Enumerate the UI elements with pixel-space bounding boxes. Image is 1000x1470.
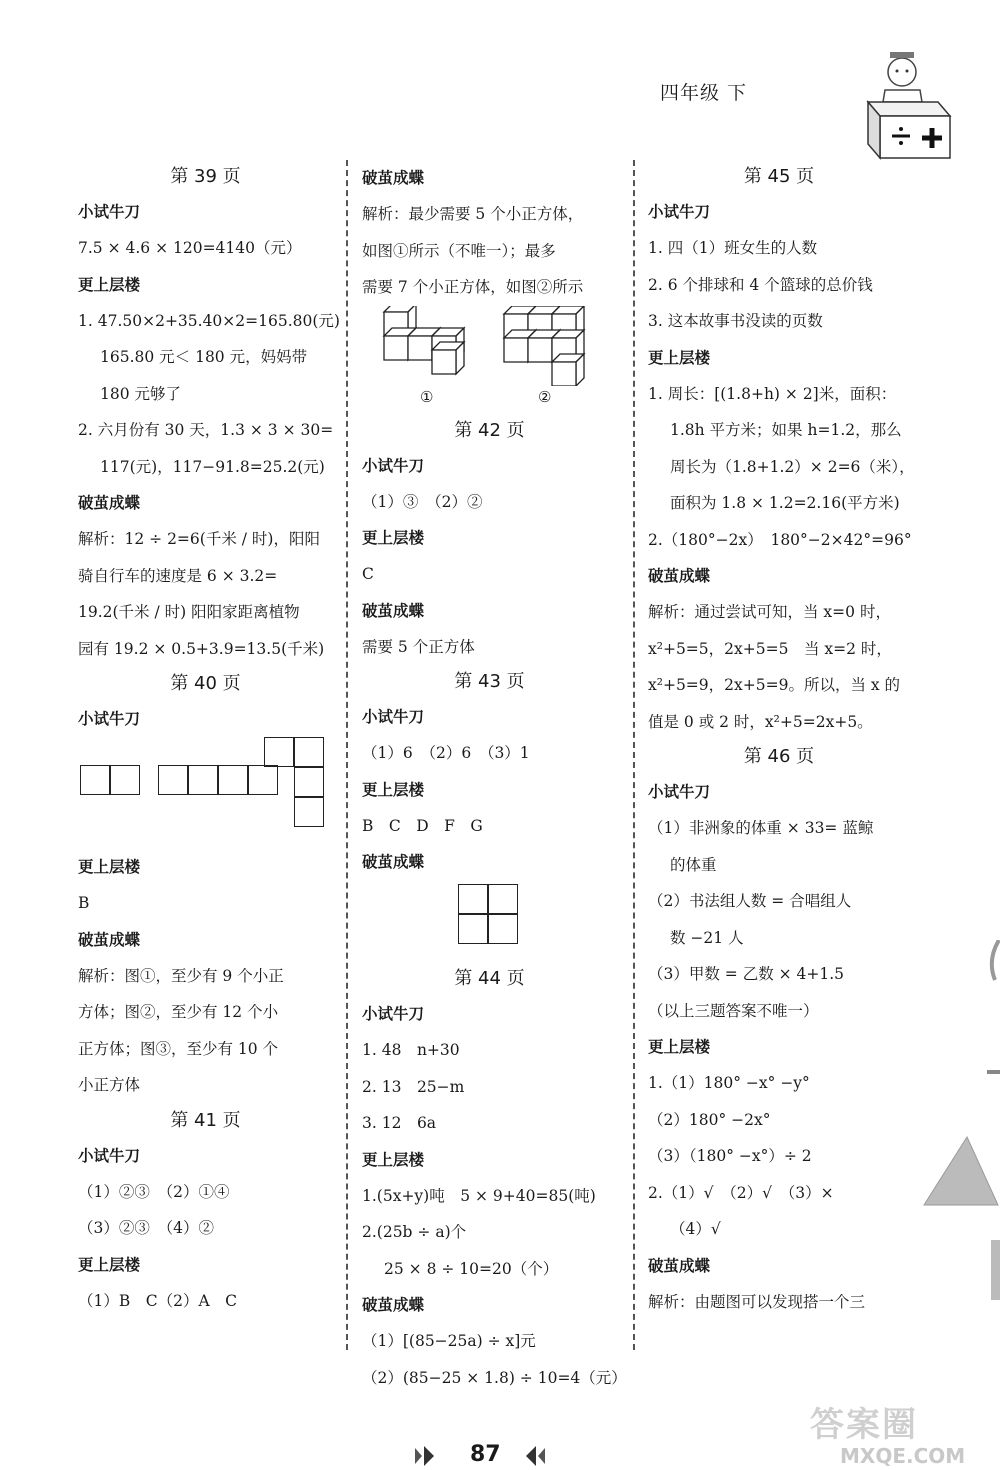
grid-square [458,914,488,944]
answer-line: 需要 5 个正方体 [362,637,475,656]
answer-line: 骑自行车的速度是 6 × 3.2= [78,566,278,585]
answer-line: 1.（1）180° −x° −y° [648,1074,810,1092]
grade-header: 四年级 下 [660,82,748,104]
page-section-title: 第 46 页 [743,746,815,767]
answer-line: 方体；图②，至少有 12 个小 [78,1003,279,1021]
answer-line: （1）[(85−25a) ÷ x]元 [362,1332,536,1350]
mascot-cube-icon [840,40,960,165]
section-heading: 更上层楼 [78,275,141,294]
answer-line: （2）书法组人数 = 合唱组人 [648,892,852,910]
section-heading: 小试牛刀 [78,1146,141,1165]
section-heading: 更上层楼 [78,858,141,876]
answer-column-3 [648,160,915,1350]
answer-line: 解析：由题图可以发现搭一个三 [648,1292,866,1311]
grid-square [458,884,488,914]
grid-square [218,765,248,795]
answer-line: （4）√ [670,1220,721,1238]
section-heading: 破茧成蝶 [648,1256,711,1275]
watermark [810,1405,1000,1468]
cube-stack-svg [362,306,612,386]
section-heading: 破茧成蝶 [78,494,141,512]
answer-line: 7.5 × 4.6 × 120=4140（元） [78,239,302,257]
section-heading: 小试牛刀 [362,1005,425,1023]
grid-square [488,884,518,914]
net-diagrams [78,737,333,849]
section-heading: 小试牛刀 [362,708,425,726]
section-heading: 破茧成蝶 [362,853,425,871]
answer-line: 园有 19.2 × 0.5+3.9=13.5(千米) [78,639,325,658]
answer-column-1 [78,160,340,1350]
page-section-title: 第 41 页 [170,1109,241,1131]
answer-line: （以上三题答案不唯一） [648,1001,819,1020]
section-heading: 小试牛刀 [648,203,711,221]
answer-line: 3. 这本故事书没读的页数 [648,312,823,330]
column-divider [633,160,635,1350]
section-heading: 更上层楼 [78,1255,141,1274]
answer-line: 值是 0 或 2 时，x²+5=2x+5。 [648,712,873,731]
answer-line: 小正方体 [78,1076,141,1094]
section-heading: 更上层楼 [648,1038,711,1056]
answer-line: 1.8h 平方米；如果 h=1.2，那么 [670,421,902,439]
answer-line: 的体重 [670,855,717,874]
cube-shape [432,342,464,374]
answer-line: 1. 周长：[(1.8+h) × 2]米，面积： [648,384,897,403]
page-section-title: 第 44 页 [454,968,525,989]
cube-shape [552,354,584,386]
answer-line: 正方体；图③，至少有 10 个 [78,1039,279,1058]
answer-line: x²+5=5，2x+5=5 当 x=2 时， [648,639,892,658]
view-diagram [362,880,617,962]
grid-square [264,737,294,767]
answer-line: 25 × 8 ÷ 10=20（个） [384,1259,559,1278]
answer-line: （1）B C（2）A C [78,1291,238,1310]
decorative-edge-icon [985,940,1000,1320]
grid-square [188,765,218,795]
answer-line: 如图①所示（不唯一）；最多 [362,241,556,260]
answer-line: （3）甲数 = 乙数 × 4+1.5 [648,965,845,983]
grid-square [80,765,110,795]
answer-line: 165.80 元＜ 180 元，妈妈带 [100,348,308,366]
answer-line: 需要 7 个小正方体，如图②所示 [362,278,584,296]
answer-line: （2）(85−25 × 1.8) ÷ 10=4（元） [362,1368,627,1387]
watermark-url: MXQE.COM [840,1444,966,1468]
answer-line: 周长为（1.8+1.2）× 2=6（米）， [670,457,915,476]
answer-line: C [362,565,374,583]
page-section-title: 第 39 页 [170,166,241,187]
section-heading: 小试牛刀 [78,710,141,728]
answer-line: 117(元)，117−91.8=25.2(元) [100,457,325,476]
answer-line: 2.（1）√ （2）√ （3）× [648,1183,834,1202]
answer-line: B C D F G [362,816,483,835]
answer-line: 1. 47.50×2+35.40×2=165.80(元) [78,311,340,330]
column-divider [346,160,348,1350]
answer-line: （3）②③ （4）② [78,1219,214,1237]
section-heading: 更上层楼 [362,1150,425,1169]
figure-caption-1: ① [420,387,434,406]
section-heading: 破茧成蝶 [362,169,425,187]
section-heading: 更上层楼 [362,780,425,799]
grid-square [294,737,324,767]
grid-square [488,914,518,944]
grid-square [294,767,324,797]
page-section-title: 第 45 页 [743,166,815,187]
answer-line: 面积为 1.8 × 1.2=2.16(平方米) [670,494,900,512]
answer-line: （2）180° −2x° [648,1110,771,1129]
cube-stack-diagrams [362,306,617,414]
answer-line: 19.2(千米 / 时) 阳阳家距离植物 [78,603,300,621]
section-heading: 破茧成蝶 [78,930,141,949]
page-section-title: 第 42 页 [454,419,525,441]
answer-line: 1. 48 n+30 [362,1041,460,1059]
section-heading: 破茧成蝶 [648,567,711,585]
grid-square [294,797,324,827]
section-heading: 更上层楼 [362,529,425,547]
answer-line: 解析：12 ÷ 2=6(千米 / 时)，阳阳 [78,530,320,548]
answer-line: 2. 六月份有 30 天，1.3 × 3 × 30= [78,421,334,439]
section-heading: 小试牛刀 [78,203,141,221]
answer-line: 数 −21 人 [670,928,744,947]
page-section-title: 第 40 页 [170,673,241,694]
answer-line: 解析：图①，至少有 9 个小正 [78,966,284,985]
answer-line: 1. 四（1）班女生的人数 [648,239,818,257]
answer-line: 3. 12 6a [362,1114,437,1132]
answer-line: 2.(25b ÷ a)个 [362,1223,467,1241]
answer-line: （1）6 （2）6 （3）1 [362,744,530,762]
section-heading: 小试牛刀 [648,783,711,801]
answer-line: （3）（180° −x°）÷ 2 [648,1147,812,1165]
answer-line: 解析：最少需要 5 个小正方体， [362,205,584,223]
section-heading: 破茧成蝶 [362,601,425,620]
answer-line: 1.(5x+y)吨 5 × 9+40=85(吨) [362,1186,596,1205]
answer-line: 180 元够了 [100,384,182,403]
page-number: 87 [470,1442,501,1467]
grid-square [248,765,278,795]
answer-line: 2. 13 25−m [362,1077,465,1096]
section-heading: 破茧成蝶 [362,1296,425,1314]
answer-line: B [78,894,90,912]
answer-line: 2.（180°−2x） 180°−2×42°=96° [648,530,912,549]
grid-square [110,765,140,795]
section-heading: 小试牛刀 [362,456,425,475]
answer-line: （1）③ （2）② [362,492,483,511]
watermark-logo: 答案圈 [810,1405,918,1445]
answer-column-2 [362,160,627,1387]
answer-line: 解析：通过尝试可知，当 x=0 时， [648,603,891,621]
page-section-title: 第 43 页 [454,671,525,692]
answer-line: 2. 6 个排球和 4 个篮球的总价钱 [648,275,873,294]
answer-line: （1）②③ （2）①④ [78,1182,230,1201]
grid-square [158,765,188,795]
answer-line: x²+5=9，2x+5=9。所以，当 x 的 [648,676,901,694]
figure-caption-2: ② [538,387,552,406]
section-heading: 更上层楼 [648,348,711,367]
answer-line: （1）非洲象的体重 × 33= 蓝鲸 [648,819,874,837]
